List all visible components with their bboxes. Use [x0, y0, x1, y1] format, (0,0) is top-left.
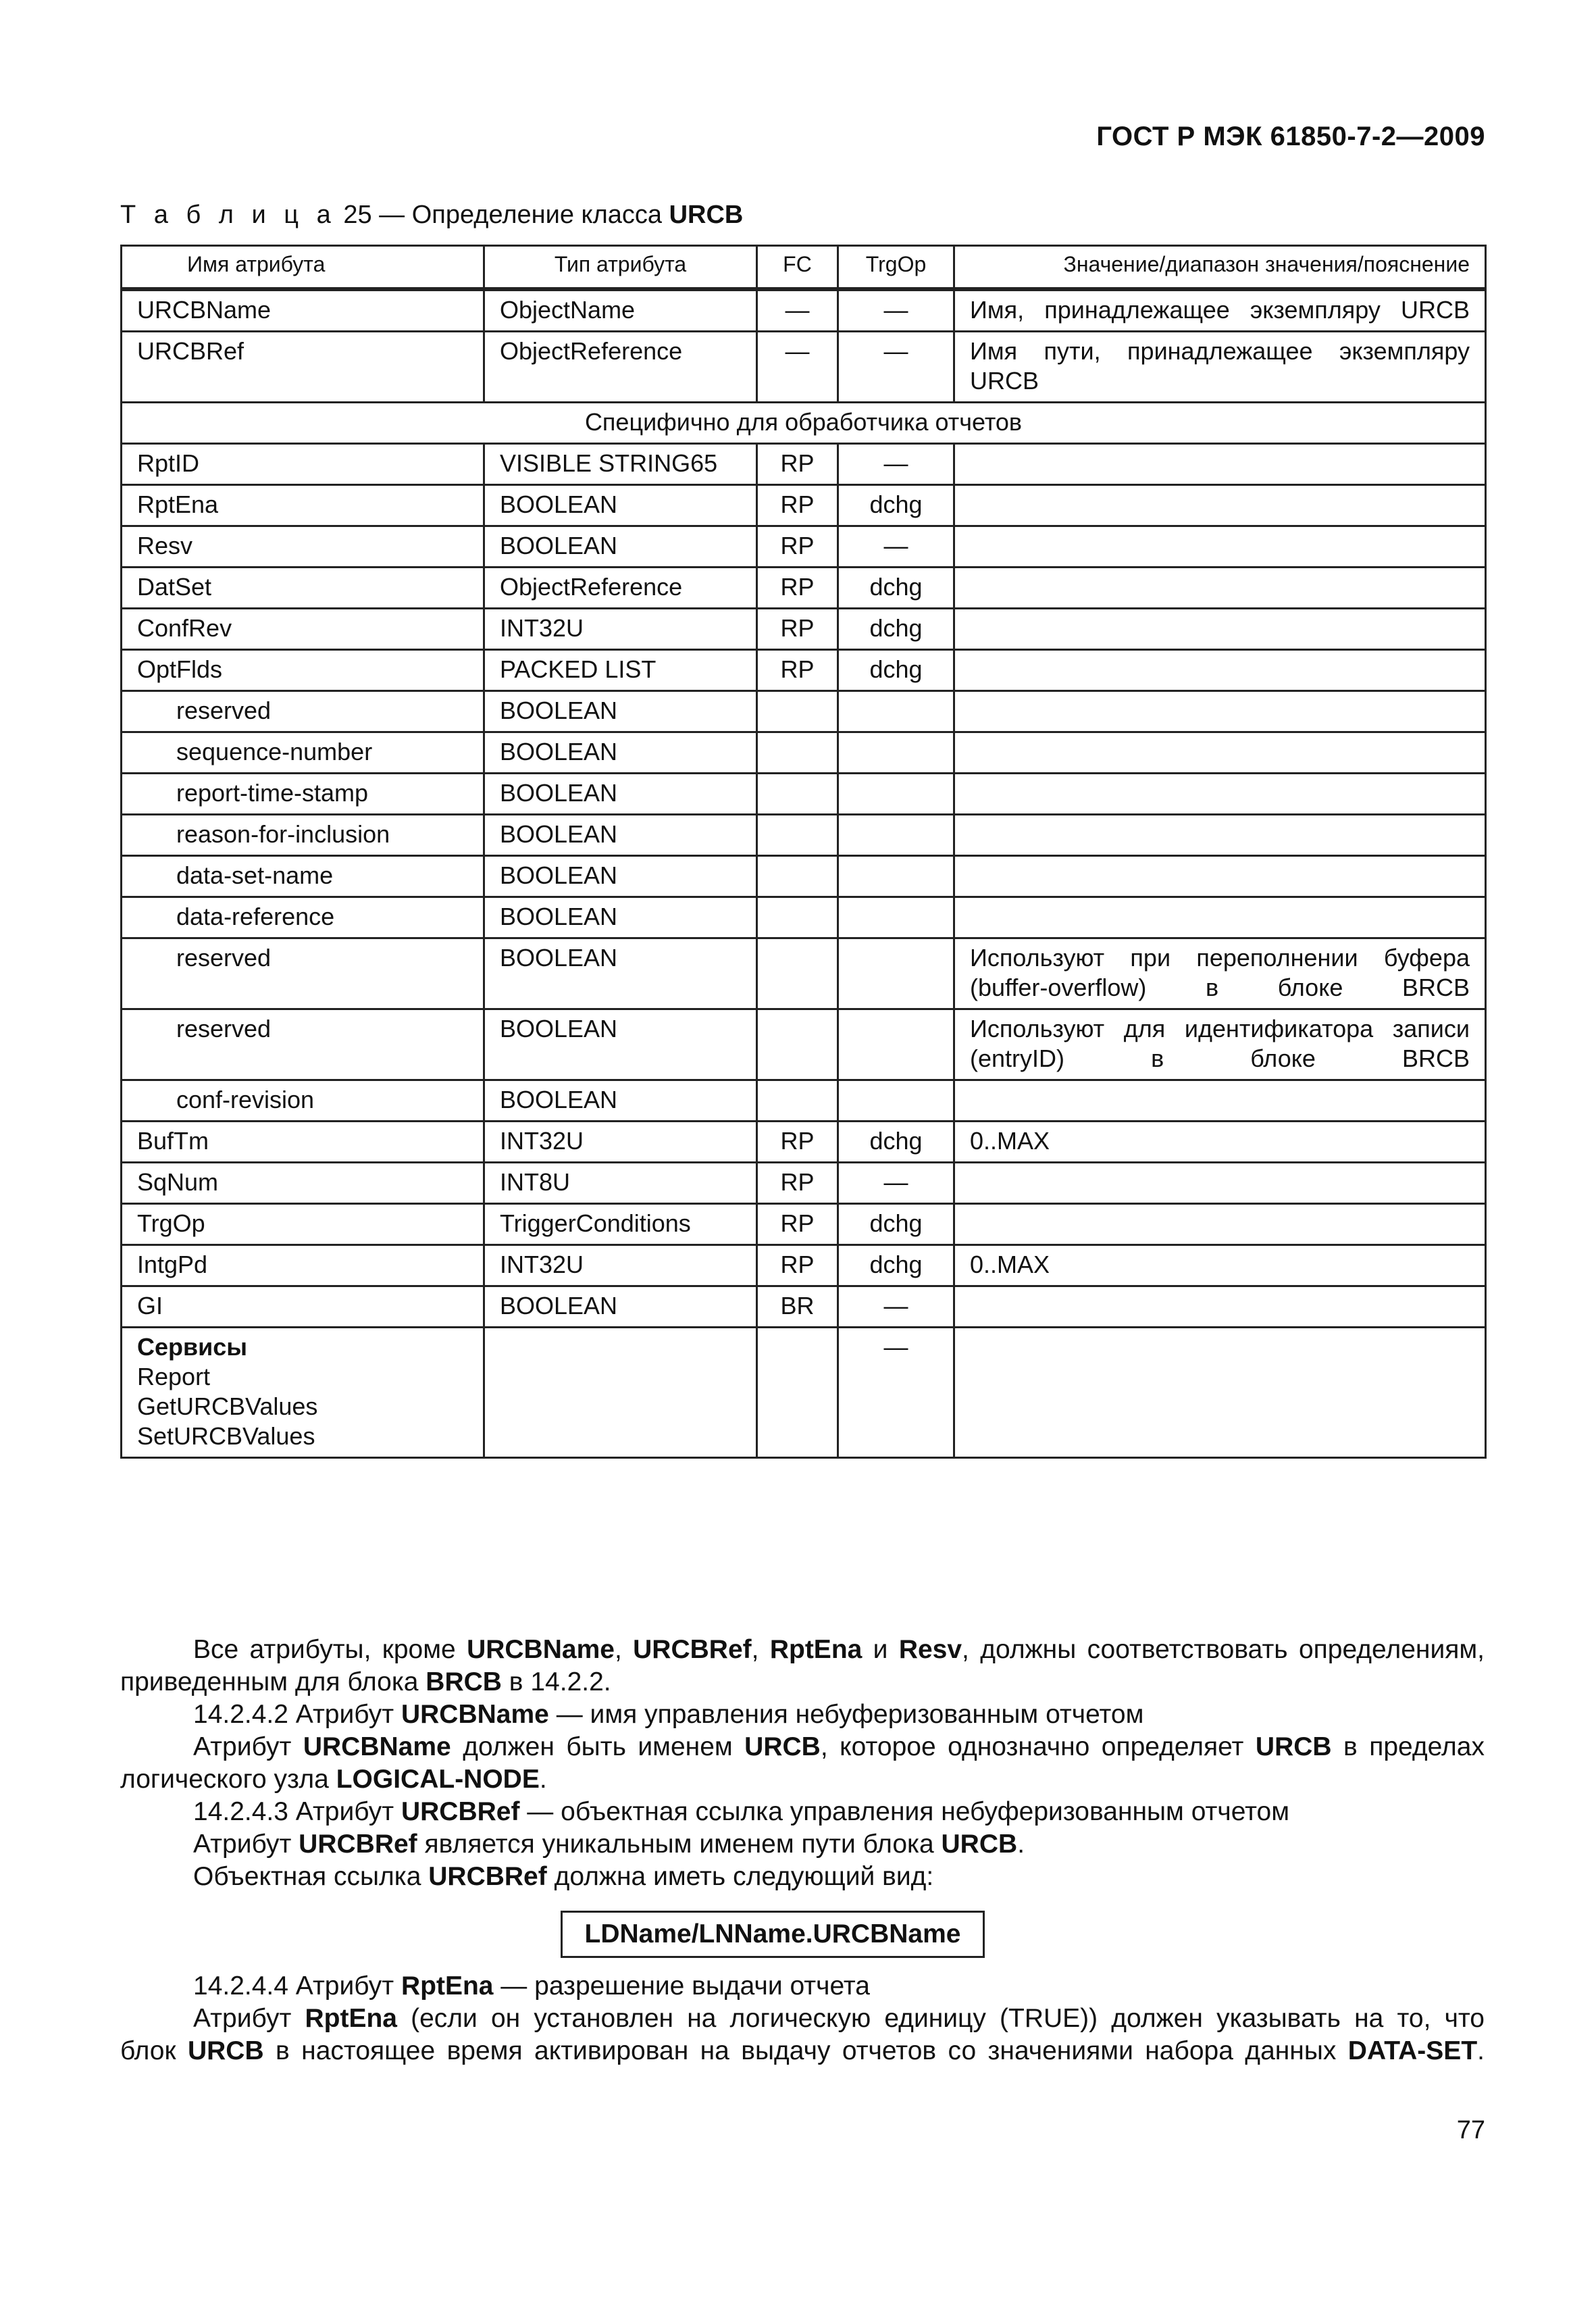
- urcb-class-table: [120, 245, 1487, 1459]
- fc-cell: [757, 938, 838, 1009]
- bold-term: URCBName: [401, 1700, 549, 1729]
- trgop-cell: [838, 938, 954, 1009]
- note-cell: Имя, принадлежащее экземпляру URCB: [954, 291, 1486, 332]
- table-row: [122, 1245, 1486, 1286]
- attribute-name-cell: data-set-name: [122, 856, 484, 897]
- note-cell: [954, 897, 1486, 938]
- attribute-name-cell: report-time-stamp: [122, 774, 484, 815]
- fc-cell: [757, 1328, 838, 1458]
- bold-term: LOGICAL-NODE: [336, 1765, 540, 1794]
- text-run: в 14.2.2.: [501, 1667, 611, 1696]
- text-run: должен быть именем: [451, 1732, 745, 1761]
- service-item: Report: [137, 1363, 211, 1390]
- note-cell: [954, 1204, 1486, 1245]
- trgop-cell: dchg: [838, 1245, 954, 1286]
- fc-cell: RP: [757, 650, 838, 691]
- bold-term: URCB: [941, 1830, 1018, 1859]
- column-header: FC: [757, 246, 838, 288]
- paragraph: [120, 1828, 1485, 1861]
- fc-cell: —: [757, 291, 838, 332]
- text-run: .: [1477, 2036, 1485, 2065]
- table-row: [122, 897, 1486, 938]
- trgop-cell: [838, 732, 954, 774]
- attribute-name-cell: DatSet: [122, 568, 484, 609]
- table-row: [122, 650, 1486, 691]
- note-cell: 0..MAX: [954, 1245, 1486, 1286]
- bold-term: URCBRef: [401, 1797, 520, 1826]
- section-heading: [120, 1796, 1485, 1828]
- attribute-type-cell: BOOLEAN: [484, 691, 757, 732]
- trgop-cell: dchg: [838, 485, 954, 526]
- bold-term: BRCB: [426, 1667, 502, 1696]
- attribute-type-cell: [484, 1328, 757, 1458]
- bold-term: URCBRef: [428, 1862, 547, 1891]
- attribute-type-cell: BOOLEAN: [484, 1080, 757, 1122]
- trgop-cell: —: [838, 291, 954, 332]
- table-row: [122, 691, 1486, 732]
- column-header: Значение/диапазон значения/пояснение: [954, 246, 1486, 288]
- attribute-name-cell: RptEna: [122, 485, 484, 526]
- attribute-type-cell: INT32U: [484, 1245, 757, 1286]
- fc-cell: [757, 732, 838, 774]
- fc-cell: RP: [757, 1122, 838, 1163]
- fc-cell: RP: [757, 1163, 838, 1204]
- note-cell: [954, 774, 1486, 815]
- attribute-type-cell: VISIBLE STRING65: [484, 444, 757, 485]
- paragraph: [120, 1731, 1485, 1763]
- trgop-cell: dchg: [838, 650, 954, 691]
- text-run: — разрешение выдачи отчета: [493, 1971, 870, 2001]
- paragraph: [120, 1634, 1485, 1666]
- attribute-name-cell: URCBRef: [122, 332, 484, 403]
- bold-term: URCB: [744, 1732, 821, 1761]
- attribute-type-cell: TriggerConditions: [484, 1204, 757, 1245]
- section-row: [122, 403, 1486, 444]
- column-header: TrgOp: [838, 246, 954, 288]
- table-row: [122, 815, 1486, 856]
- attribute-type-cell: BOOLEAN: [484, 815, 757, 856]
- text-run: в настоящее время активирован на выдачу отчетов со значениями набора данных: [263, 2036, 1348, 2065]
- text-run: приведенным для блока: [120, 1667, 426, 1696]
- text-run: Атрибут: [193, 1732, 303, 1761]
- attribute-type-cell: BOOLEAN: [484, 732, 757, 774]
- paragraph: [120, 1666, 1485, 1699]
- attribute-name-cell: OptFlds: [122, 650, 484, 691]
- table-row: [122, 568, 1486, 609]
- bold-term: URCBName: [467, 1635, 615, 1664]
- fc-cell: RP: [757, 526, 838, 568]
- attribute-type-cell: BOOLEAN: [484, 897, 757, 938]
- table-row: [122, 1009, 1486, 1080]
- fc-cell: RP: [757, 485, 838, 526]
- note-cell: [954, 691, 1486, 732]
- trgop-cell: dchg: [838, 1204, 954, 1245]
- trgop-cell: [838, 897, 954, 938]
- attribute-type-cell: ObjectName: [484, 291, 757, 332]
- attribute-name-cell: RptID: [122, 444, 484, 485]
- attribute-name-cell: reason-for-inclusion: [122, 815, 484, 856]
- column-header: Тип атрибута: [484, 246, 757, 288]
- text-run: .: [539, 1765, 547, 1794]
- attribute-name-cell: SqNum: [122, 1163, 484, 1204]
- trgop-cell: dchg: [838, 609, 954, 650]
- text-run: и: [862, 1635, 899, 1664]
- text-run: , которое однозначно определяет: [820, 1732, 1256, 1761]
- table-row: [122, 485, 1486, 526]
- section-heading: [120, 1970, 1485, 2003]
- document-header: ГОСТ Р МЭК 61850-7-2—2009: [1096, 122, 1485, 151]
- service-item: GetURCBValues: [137, 1392, 318, 1420]
- attribute-type-cell: BOOLEAN: [484, 856, 757, 897]
- text-run: ,: [751, 1635, 770, 1664]
- note-cell: [954, 526, 1486, 568]
- trgop-cell: —: [838, 1163, 954, 1204]
- text-run: Объектная ссылка: [193, 1862, 429, 1891]
- text-run: 14.2.4.3 Атрибут: [193, 1797, 401, 1826]
- table-caption: [120, 201, 743, 230]
- attribute-type-cell: INT32U: [484, 609, 757, 650]
- attribute-name-cell: GI: [122, 1286, 484, 1328]
- bold-term: RptEna: [305, 2004, 397, 2033]
- trgop-cell: dchg: [838, 568, 954, 609]
- section-label: Специфично для обработчика отчетов: [122, 403, 1486, 444]
- attribute-type-cell: BOOLEAN: [484, 938, 757, 1009]
- trgop-cell: [838, 856, 954, 897]
- bold-term: URCBRef: [299, 1830, 417, 1859]
- trgop-cell: [838, 691, 954, 732]
- paragraph: [120, 2035, 1485, 2067]
- fc-cell: [757, 1009, 838, 1080]
- fc-cell: RP: [757, 444, 838, 485]
- services-cell: [122, 1328, 484, 1458]
- fc-cell: BR: [757, 1286, 838, 1328]
- attribute-name-cell: conf-revision: [122, 1080, 484, 1122]
- note-cell: Имя пути, принадлежащее экземпляру URCB: [954, 332, 1486, 403]
- text-run: Атрибут: [193, 1830, 299, 1859]
- section-heading: [120, 1699, 1485, 1731]
- trgop-cell: dchg: [838, 1122, 954, 1163]
- trgop-cell: —: [838, 332, 954, 403]
- attribute-name-cell: URCBName: [122, 291, 484, 332]
- fc-cell: [757, 856, 838, 897]
- attribute-type-cell: BOOLEAN: [484, 1286, 757, 1328]
- attribute-name-cell: reserved: [122, 938, 484, 1009]
- text-run: Атрибут: [193, 2004, 305, 2033]
- table-row: [122, 1286, 1486, 1328]
- table-row: [122, 732, 1486, 774]
- note-cell: [954, 732, 1486, 774]
- text-run: логического узла: [120, 1765, 336, 1794]
- text-run: Все атрибуты, кроме: [193, 1635, 467, 1664]
- table-row: [122, 291, 1486, 332]
- trgop-cell: —: [838, 1286, 954, 1328]
- bold-term: DATA-SET: [1347, 2036, 1478, 2065]
- attribute-type-cell: BOOLEAN: [484, 1009, 757, 1080]
- attribute-type-cell: ObjectReference: [484, 332, 757, 403]
- text-run: должна иметь следующий вид:: [546, 1862, 934, 1891]
- table-row: [122, 1080, 1486, 1122]
- fc-cell: RP: [757, 1245, 838, 1286]
- attribute-type-cell: INT32U: [484, 1122, 757, 1163]
- note-cell: [954, 1080, 1486, 1122]
- text-run: — объектная ссылка управления небуферизованным отчетом: [519, 1797, 1290, 1826]
- fc-cell: [757, 1080, 838, 1122]
- attribute-name-cell: ConfRev: [122, 609, 484, 650]
- text-run: 14.2.4.4 Атрибут: [193, 1971, 401, 2001]
- trgop-cell: —: [838, 1328, 954, 1458]
- paragraph: [120, 1763, 1485, 1796]
- caption-prefix: Т а б л и ц а: [120, 201, 336, 229]
- table-row: [122, 774, 1486, 815]
- bold-term: URCBName: [303, 1732, 451, 1761]
- attribute-name-cell: reserved: [122, 1009, 484, 1080]
- table-row: [122, 444, 1486, 485]
- note-cell: Используют при переполнении буфера (buffer-overflow) в блоке BRCB: [954, 938, 1486, 1009]
- table-row: [122, 332, 1486, 403]
- table-row: [122, 1163, 1486, 1204]
- note-cell: Используют для идентификатора записи (entryID) в блоке BRCB: [954, 1009, 1486, 1080]
- paragraph: [120, 1861, 1485, 1893]
- text-run: .: [1017, 1830, 1025, 1859]
- fc-cell: [757, 897, 838, 938]
- attribute-name-cell: IntgPd: [122, 1245, 484, 1286]
- attribute-type-cell: PACKED LIST: [484, 650, 757, 691]
- attribute-name-cell: TrgOp: [122, 1204, 484, 1245]
- services-title: Сервисы: [137, 1333, 248, 1361]
- services-row: [122, 1328, 1486, 1458]
- note-cell: [954, 609, 1486, 650]
- text-run: , должны соответствовать определениям,: [962, 1635, 1485, 1664]
- trgop-cell: [838, 1080, 954, 1122]
- caption-text: 25 — Определение класса: [336, 201, 669, 229]
- bold-term: URCB: [1255, 1732, 1332, 1761]
- fc-cell: RP: [757, 568, 838, 609]
- attribute-name-cell: data-reference: [122, 897, 484, 938]
- note-cell: 0..MAX: [954, 1122, 1486, 1163]
- attribute-type-cell: ObjectReference: [484, 568, 757, 609]
- table-row: [122, 938, 1486, 1009]
- attribute-name-cell: Resv: [122, 526, 484, 568]
- attribute-name-cell: sequence-number: [122, 732, 484, 774]
- bold-term: RptEna: [769, 1635, 863, 1664]
- text-run: — имя управления небуферизованным отчетом: [548, 1700, 1144, 1729]
- attribute-type-cell: INT8U: [484, 1163, 757, 1204]
- table-row: [122, 609, 1486, 650]
- bold-term: RptEna: [401, 1971, 494, 2001]
- service-item: SetURCBValues: [137, 1422, 315, 1450]
- text-run: блок: [120, 2036, 188, 2065]
- attribute-name-cell: reserved: [122, 691, 484, 732]
- reference-format-box: LDName/LNName.URCBName: [561, 1911, 985, 1958]
- column-header: Имя атрибута: [122, 246, 484, 288]
- trgop-cell: —: [838, 526, 954, 568]
- note-cell: [954, 815, 1486, 856]
- trgop-cell: —: [838, 444, 954, 485]
- fc-cell: [757, 815, 838, 856]
- caption-class: URCB: [669, 201, 744, 229]
- bold-term: URCBRef: [633, 1635, 752, 1664]
- note-cell: [954, 485, 1486, 526]
- bold-term: URCB: [187, 2036, 264, 2065]
- trgop-cell: [838, 774, 954, 815]
- fc-cell: —: [757, 332, 838, 403]
- bold-term: Resv: [898, 1635, 962, 1664]
- text-run: является уникальным именем пути блока: [417, 1830, 942, 1859]
- fc-cell: RP: [757, 1204, 838, 1245]
- note-cell: [954, 856, 1486, 897]
- table-row: [122, 1122, 1486, 1163]
- page-number: 77: [1456, 2116, 1485, 2144]
- table-row: [122, 1204, 1486, 1245]
- attribute-type-cell: BOOLEAN: [484, 774, 757, 815]
- note-cell: [954, 444, 1486, 485]
- note-cell: [954, 1328, 1486, 1458]
- note-cell: [954, 1286, 1486, 1328]
- table-row: [122, 526, 1486, 568]
- note-cell: [954, 568, 1486, 609]
- paragraph: [120, 2003, 1485, 2035]
- fc-cell: [757, 691, 838, 732]
- fc-cell: [757, 774, 838, 815]
- table-header-row: [122, 246, 1486, 288]
- attribute-type-cell: BOOLEAN: [484, 485, 757, 526]
- note-cell: [954, 650, 1486, 691]
- body-text: [120, 1634, 1485, 2067]
- trgop-cell: [838, 1009, 954, 1080]
- note-cell: [954, 1163, 1486, 1204]
- table-row: [122, 856, 1486, 897]
- trgop-cell: [838, 815, 954, 856]
- attribute-type-cell: BOOLEAN: [484, 526, 757, 568]
- text-run: ,: [614, 1635, 634, 1664]
- text-run: 14.2.4.2 Атрибут: [193, 1700, 401, 1729]
- text-run: в пределах: [1331, 1732, 1485, 1761]
- fc-cell: RP: [757, 609, 838, 650]
- text-run: (если он установлен на логическую единицу (TRUE)) должен указывать на то, что: [396, 2004, 1485, 2033]
- attribute-name-cell: BufTm: [122, 1122, 484, 1163]
